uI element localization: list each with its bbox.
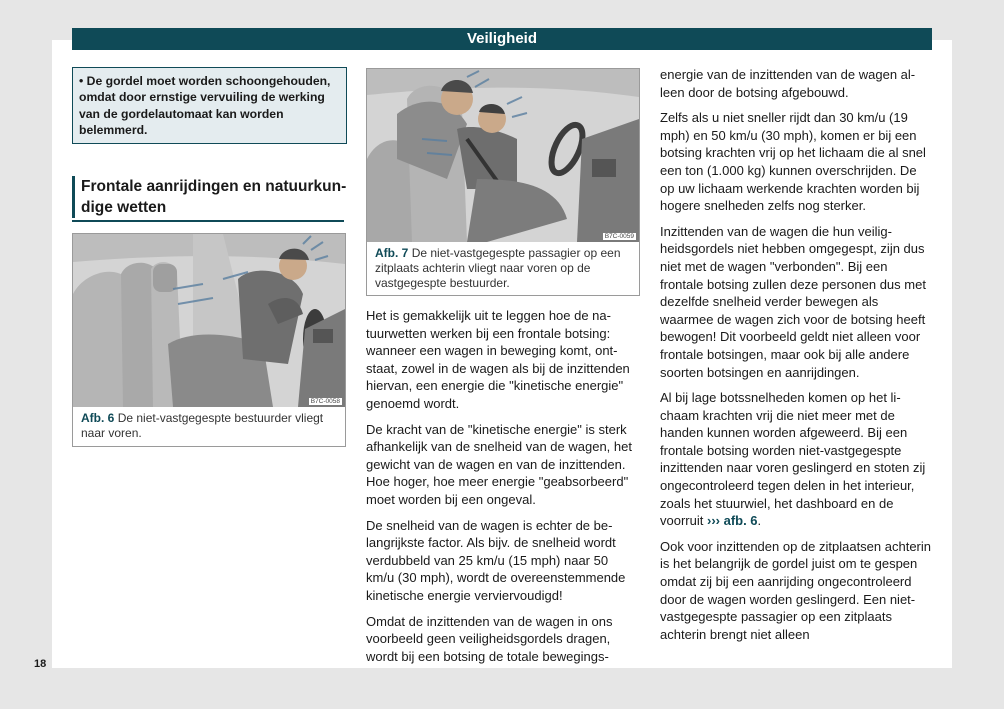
figure-6 xyxy=(72,233,346,447)
section-divider xyxy=(72,220,344,222)
figure-6-caption-text: De niet-vastgegespte bestuurder vliegt naar voren. xyxy=(81,411,324,440)
col2-paragraph-1: Het is gemakkelijk uit te leggen hoe de natuurwetten werken bij een frontale botsing: wanneer een wagen in beweging komt, ontstaat, zowel in de wagen als bij de inzittenden hiervan, een energie die "kinetische energie" genoemd wordt. xyxy=(366,308,630,411)
col3-paragraph-3: Inzittenden van de wagen die hun veiligheidsgordels niet hebben omgegespt, zijn dus niet met de wagen "verbonden". Bij een frontale botsing zullen deze personen dus met dezelfde snelheid verder bewegen als waarmee de wagen zich voor de botsing heeft bewogen! Dit voorbeeld geldt niet alleen voor frontale botsingen, maar ook bij alle andere soorten botsingen en aanrijdingen. xyxy=(660,223,926,380)
figure-7-code: B7C-0059 xyxy=(604,233,634,240)
figure-6-illustration xyxy=(73,234,345,407)
col3-paragraph-5: Ook voor inzittenden op de zitplaatsen achterin is het belangrijk de gordel juist om te gespen omdat zij bij een aanrijding ongecontroleerd door de wagen worden geslingerd. Een niet-vastgegespte passagier op een zitplaats achterin brengt niet alleen xyxy=(660,538,932,642)
section-title: Frontale aanrijdingen en natuurkundige wetten xyxy=(72,176,353,218)
figure-6-label: Afb. 6 xyxy=(81,411,115,425)
col3-paragraph-2: Zelfs als u niet sneller rijdt dan 30 km/u (19 mph) en 50 km/u (30 mph), komen er bij een botsing krachten vrij op het lichaam die al snel een ton (1.000 kg) kunnen overschrijden. De op uw lichaam werkende krachten worden bij hogere snelheden zelfs nog sterker. xyxy=(660,110,926,214)
page-header xyxy=(72,28,932,50)
col3-paragraph-1: energie van de inzittenden van de wagen alleen door de botsing afgebouwd. xyxy=(660,67,916,100)
col3-paragraph-4 xyxy=(660,389,933,530)
figure-7 xyxy=(366,68,640,296)
col2-paragraph-3: De snelheid van de wagen is echter de belangrijkste factor. Als bijv. de snelheid wordt verdubbeld van 25 km/u (15 mph) naar 50 km/u (30 mph), wordt de overeenstemmende kinetische energie verviervoudigd! xyxy=(366,517,626,603)
passenger-illustration xyxy=(367,69,639,242)
note-box xyxy=(72,67,347,144)
header-title: Veiligheid xyxy=(466,30,538,47)
figure-7-label: Afb. 7 xyxy=(375,246,409,260)
column-3 xyxy=(660,66,933,651)
figure-6-reference-link[interactable]: ››› afb. 6 xyxy=(706,513,758,529)
note-text: De gordel moet worden schoongehouden, omdat door ernstige vervuiling de werking van de gordelautomaat kan worden belemmerd. xyxy=(79,74,331,137)
col3-paragraph-4-text: Al bij lage botssnelheden komen op het lichaam krachten vrij die niet meer met de handen kunnen worden afgeweerd. Bij een frontale botsing worden niet-vastgegespte inzittenden naar voren geslingerd en stoten zij ongecontroleerd tegen delen in het interieur, zoals het stuurwiel, het dashboard en de voorruit xyxy=(660,390,926,529)
col2-paragraph-4: Omdat de inzittenden van de wagen in ons voorbeeld geen veiligheidsgordels dragen, wordt bij een botsing de totale bewegings- xyxy=(366,613,613,664)
column-2 xyxy=(366,307,638,673)
page-number: 18 xyxy=(34,658,47,670)
driver-illustration xyxy=(73,234,345,407)
figure-7-caption xyxy=(367,242,639,296)
figure-6-caption xyxy=(73,407,345,446)
figure-7-illustration xyxy=(367,69,639,242)
figure-6-code: B7C-0058 xyxy=(310,398,340,405)
col3-paragraph-4-end: . xyxy=(757,513,762,529)
col2-paragraph-2: De kracht van de "kinetische energie" is sterk afhankelijk van de snelheid van de wagen, het gewicht van de wagen en van de inzittenden. Hoe hoger, hoe meer energie "geabsorbeerd" moet worden bij een ongeval. xyxy=(366,421,632,507)
note-bullet: • xyxy=(79,74,84,88)
figure-7-caption-text: De niet-vastgegespte passagier op een zitplaats achterin vliegt naar voren op de vastgegespte bestuurder. xyxy=(375,246,621,290)
